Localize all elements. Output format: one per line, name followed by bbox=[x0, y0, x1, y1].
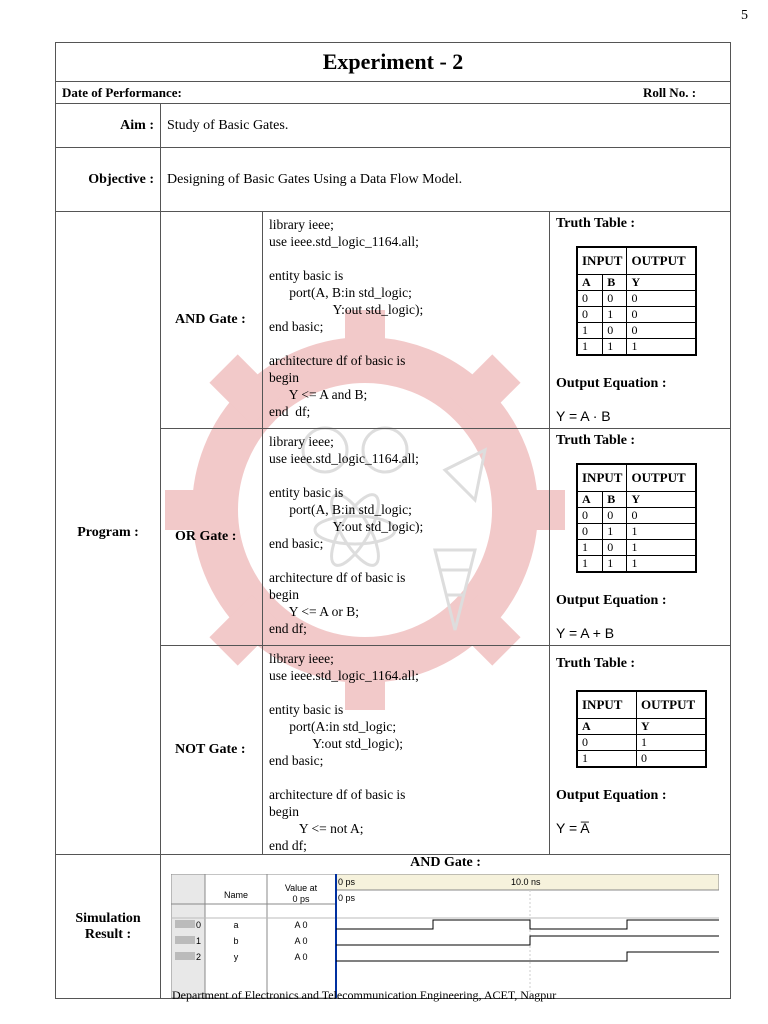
or-gate-label: OR Gate : bbox=[161, 429, 263, 646]
value-column-subheader: 0 ps bbox=[292, 894, 310, 904]
truth-cell: 1 bbox=[577, 540, 603, 556]
output-header: OUTPUT bbox=[627, 464, 697, 492]
name-column-header: Name bbox=[223, 890, 249, 900]
truth-cell: 0 bbox=[577, 524, 603, 540]
and-truth-table bbox=[576, 246, 697, 356]
col-header: B bbox=[603, 275, 627, 291]
col-header: A bbox=[577, 492, 603, 508]
signal-index: 0 bbox=[196, 920, 202, 930]
objective-text: Designing of Basic Gates Using a Data Flow Model. bbox=[161, 148, 731, 212]
or-truth-table bbox=[576, 463, 697, 573]
or-equation: Y = A + B bbox=[556, 625, 615, 641]
and-gate-label: AND Gate : bbox=[161, 212, 263, 429]
truth-cell: 1 bbox=[577, 323, 603, 339]
truth-cell: 1 bbox=[627, 556, 697, 573]
truth-cell: 1 bbox=[577, 751, 637, 768]
cursor-label: 0 ps bbox=[338, 893, 356, 903]
col-header: Y bbox=[637, 719, 707, 735]
col-header: B bbox=[603, 492, 627, 508]
output-equation-label: Output Equation : bbox=[556, 593, 667, 608]
objective-label: Objective : bbox=[56, 148, 161, 212]
not-truth-table-cell bbox=[550, 646, 731, 855]
waveform-viewer[interactable] bbox=[171, 874, 719, 998]
truth-cell: 0 bbox=[627, 323, 697, 339]
truth-cell: 1 bbox=[637, 735, 707, 751]
truth-cell: 1 bbox=[577, 339, 603, 356]
truth-cell: 1 bbox=[603, 556, 627, 573]
truth-cell: 1 bbox=[577, 556, 603, 573]
truth-cell: 0 bbox=[603, 323, 627, 339]
truth-cell: 0 bbox=[627, 291, 697, 307]
output-equation-label: Output Equation : bbox=[556, 376, 667, 391]
date-of-performance-label: Date of Performance: bbox=[62, 84, 182, 100]
signal-pin-icon bbox=[175, 936, 195, 944]
truth-cell: 1 bbox=[627, 339, 697, 356]
signal-index: 1 bbox=[196, 936, 202, 946]
signal-value: A 0 bbox=[294, 952, 308, 962]
signal-pin-icon bbox=[175, 952, 195, 960]
aim-text: Study of Basic Gates. bbox=[161, 104, 731, 148]
input-header: INPUT bbox=[577, 691, 637, 719]
not-gate-code: library ieee; use ieee.std_logic_1164.all; entity basic is port(A:in std_logic; Y:out std_logic); end basic; architecture df of basic is begin Y <= not A; end df; bbox=[263, 646, 550, 855]
input-header: INPUT bbox=[577, 464, 627, 492]
page-footer: Department of Electronics and Telecommunication Engineering, ACET, Nagpur bbox=[172, 988, 557, 1002]
simulation-title: AND Gate : bbox=[410, 855, 481, 870]
truth-cell: 1 bbox=[603, 339, 627, 356]
time-mid-label: 10.0 ns bbox=[511, 877, 541, 887]
and-truth-table-cell bbox=[550, 212, 731, 429]
truth-cell: 0 bbox=[603, 540, 627, 556]
truth-cell: 0 bbox=[577, 508, 603, 524]
time-start-label: 0 ps bbox=[338, 877, 356, 887]
simulation-label-line2: Result : bbox=[84, 926, 132, 942]
output-header: OUTPUT bbox=[637, 691, 707, 719]
truth-cell: 0 bbox=[627, 307, 697, 323]
experiment-sheet bbox=[55, 42, 731, 999]
page-number: 5 bbox=[741, 8, 748, 23]
output-equation-label: Output Equation : bbox=[556, 788, 667, 803]
signal-name: y bbox=[233, 952, 239, 962]
not-gate-label: NOT Gate : bbox=[161, 646, 263, 855]
truth-cell: 0 bbox=[627, 508, 697, 524]
simulation-cell bbox=[161, 855, 731, 999]
experiment-title: Experiment - 2 bbox=[56, 43, 731, 82]
truth-cell: 1 bbox=[603, 524, 627, 540]
truth-cell: 0 bbox=[603, 508, 627, 524]
simulation-label bbox=[56, 855, 161, 999]
col-header: Y bbox=[627, 275, 697, 291]
col-header: A bbox=[577, 275, 603, 291]
truth-cell: 0 bbox=[603, 291, 627, 307]
col-header: A bbox=[577, 719, 637, 735]
or-gate-code: library ieee; use ieee.std_logic_1164.all; entity basic is port(A, B:in std_logic; Y:out std_logic); end basic; architecture df of basic is begin Y <= A or B; end df; bbox=[263, 429, 550, 646]
signal-index: 2 bbox=[196, 952, 202, 962]
signal-name: a bbox=[233, 920, 239, 930]
not-equation: Y = A̅ bbox=[556, 820, 590, 836]
truth-cell: 1 bbox=[627, 524, 697, 540]
truth-cell: 0 bbox=[637, 751, 707, 768]
not-truth-table bbox=[576, 690, 707, 768]
truth-table-heading: Truth Table : bbox=[556, 216, 636, 231]
truth-cell: 1 bbox=[627, 540, 697, 556]
truth-cell: 0 bbox=[577, 735, 637, 751]
roll-no-label: Roll No. : bbox=[642, 84, 697, 100]
and-equation: Y = A · B bbox=[556, 408, 611, 424]
output-header: OUTPUT bbox=[627, 247, 697, 275]
truth-table-heading: Truth Table : bbox=[556, 433, 636, 448]
value-column-header: Value at bbox=[284, 883, 318, 893]
signal-name: b bbox=[233, 936, 239, 946]
signal-value: A 0 bbox=[294, 920, 308, 930]
col-header: Y bbox=[627, 492, 697, 508]
truth-table-heading: Truth Table : bbox=[556, 656, 636, 671]
simulation-label-line1: Simulation bbox=[75, 910, 141, 926]
truth-cell: 0 bbox=[577, 307, 603, 323]
input-header: INPUT bbox=[577, 247, 627, 275]
truth-cell: 0 bbox=[577, 291, 603, 307]
aim-label: Aim : bbox=[56, 104, 161, 148]
or-truth-table-cell bbox=[550, 429, 731, 646]
date-roll-row bbox=[56, 82, 731, 104]
signal-pin-icon bbox=[175, 920, 195, 928]
signal-value: A 0 bbox=[294, 936, 308, 946]
program-label: Program : bbox=[56, 212, 161, 855]
truth-cell: 1 bbox=[603, 307, 627, 323]
and-gate-code: library ieee; use ieee.std_logic_1164.all; entity basic is port(A, B:in std_logic; Y:out std_logic); end basic; architecture df of basic is begin Y <= A and B; end df; bbox=[263, 212, 550, 429]
